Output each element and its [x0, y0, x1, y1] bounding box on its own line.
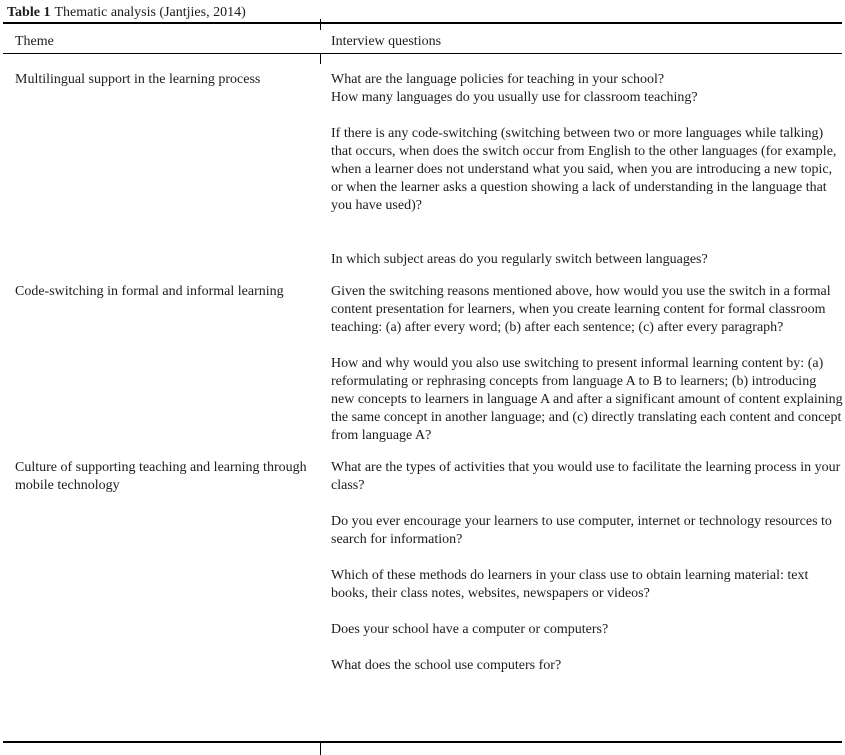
question-gap — [331, 337, 843, 355]
column-header-theme: Theme — [15, 34, 54, 49]
table-top-rule — [3, 22, 842, 24]
question-paragraph: Does your school have a computer or computers? — [331, 622, 609, 637]
questions-cell — [331, 71, 843, 269]
theme-cell: Code-switching in formal and informal learning — [15, 284, 284, 299]
table-header-row — [0, 25, 845, 53]
question-gap — [331, 233, 843, 251]
question-paragraph: What does the school use computers for? — [331, 658, 562, 673]
table-body — [0, 55, 842, 689]
table-caption-text: Thematic analysis (Jantjies, 2014) — [54, 5, 246, 20]
question-paragraph: How and why would you also use switching to present informal learning content by: (a) reformulating or rephrasing concepts from language A to B to learners; (b) introducing new concepts to learners in language A and after a significant amount of content explaining the same concept in another language; and (c) directly translating each content and concept from language A? — [331, 356, 843, 443]
column-header-interview-questions: Interview questions — [331, 34, 442, 49]
theme-cell: Multilingual support in the learning process — [15, 72, 261, 87]
table-header-rule — [3, 53, 842, 54]
questions-cell — [331, 459, 843, 675]
question-paragraph: What are the language policies for teaching in your school? — [331, 72, 665, 87]
question-paragraph: Do you ever encourage your learners to use computer, internet or technology resources to search for information? — [331, 514, 832, 547]
question-paragraph: Given the switching reasons mentioned above, how would you use the switch in a formal content presentation for learners, when you create learning content for formal classroom teaching: (a) after every word; (b) after each sentence; (c) after every paragraph? — [331, 284, 831, 335]
question-gap — [331, 215, 843, 233]
table-row — [0, 283, 842, 445]
table-row — [0, 459, 842, 675]
question-gap — [331, 495, 843, 513]
table-bottom-rule — [3, 741, 842, 743]
table-caption — [7, 4, 246, 22]
question-paragraph: What are the types of activities that you would use to facilitate the learning process in your class? — [331, 460, 841, 493]
theme-cell: Culture of supporting teaching and learning through mobile technology — [15, 460, 307, 493]
question-paragraph: Which of these methods do learners in your class use to obtain learning material: text books, their class notes, websites, newspapers or videos? — [331, 568, 809, 601]
questions-cell — [331, 283, 843, 445]
column-divider-tick-bottom — [320, 743, 321, 755]
table-number-label: Table 1 — [7, 5, 51, 20]
question-gap — [331, 603, 843, 621]
question-paragraph: In which subject areas do you regularly switch between languages? — [331, 252, 708, 267]
table-row — [0, 71, 842, 269]
question-gap — [331, 549, 843, 567]
question-gap — [331, 107, 843, 125]
question-gap — [331, 639, 843, 657]
question-paragraph: If there is any code-switching (switching between two or more languages while talking) that occurs, when does the switch occur from English to the other languages (for example, when a learner does not understand what you said, when you are introducing a new topic, or when the learner asks a question showing a lack of understanding in the language that you have used)? — [331, 126, 837, 213]
question-paragraph: How many languages do you usually use for classroom teaching? — [331, 90, 698, 105]
